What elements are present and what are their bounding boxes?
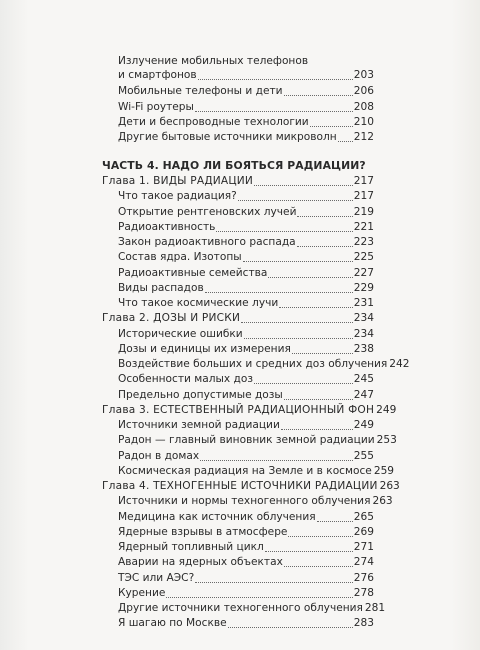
toc-entry-title: Радиоактивность: [118, 221, 216, 233]
toc-page-number: 234: [353, 312, 374, 324]
toc-entry: [118, 555, 374, 569]
toc-chapter-title: Глава 4. ТЕХНОГЕННЫЕ ИСТОЧНИКИ РАДИАЦИИ: [102, 480, 378, 492]
toc-entry-page: 203: [353, 69, 374, 81]
toc-page-number: 229: [353, 282, 374, 294]
toc-entry-title: Медицина как источник облучения: [118, 511, 316, 523]
toc-page-number: 238: [353, 343, 374, 355]
toc-entry-page: 210: [353, 116, 374, 128]
toc-entry-title: Открытие рентгеновских лучей: [118, 206, 297, 218]
toc-page-number: 219: [353, 206, 374, 218]
toc-entry: [118, 266, 374, 280]
toc-entry-title: Что такое космические лучи: [118, 297, 279, 309]
toc-chapter-title: Глава 1. ВИДЫ РАДИАЦИИ: [102, 175, 254, 187]
toc-page-number: 227: [353, 267, 374, 279]
toc-page-number: 283: [353, 617, 374, 629]
toc-page-number: 271: [353, 541, 374, 553]
toc-entry: [118, 525, 374, 539]
toc-entry: [118, 586, 374, 600]
toc-entry: [118, 189, 374, 203]
toc-entry-title: Радиоактивные семейства: [118, 267, 268, 279]
toc-entry: [118, 68, 374, 82]
toc-page-number: 223: [353, 236, 374, 248]
toc-page-number: 276: [353, 572, 374, 584]
toc-entry-title: Особенности малых доз: [118, 373, 253, 385]
toc-entry: [118, 571, 374, 585]
toc-page-number: 217: [353, 190, 374, 202]
toc-entry-title: Мобильные телефоны и дети: [118, 85, 283, 97]
toc-entry-title: Ядерные взрывы в атмосфере: [118, 526, 288, 538]
toc-entry: [118, 418, 374, 432]
toc-entry: [118, 250, 374, 264]
toc-entry: [118, 388, 374, 402]
toc-entry: [118, 327, 374, 341]
toc-page-number: 255: [353, 450, 374, 462]
toc-entry-title: Источники земной радиации: [118, 419, 280, 431]
toc-page-number: 263: [379, 480, 400, 492]
toc-page-number: 253: [376, 434, 397, 446]
toc-entry-title: Другие бытовые источники микроволн: [118, 131, 337, 143]
toc-entry: [118, 205, 374, 219]
toc-entry-title: Предельно допустимые дозы: [118, 389, 283, 401]
toc-entry-title: Курение: [118, 587, 166, 599]
toc-entry: [118, 54, 374, 68]
toc-page-number: 231: [353, 297, 374, 309]
toc-entry-title: Воздействие больших и средних доз облучения: [118, 358, 388, 370]
toc-entry-title: Ядерный топливный цикл: [118, 541, 264, 553]
toc-entry-title: Состав ядра. Изотопы: [118, 251, 242, 263]
toc-page-number: 217: [353, 175, 374, 187]
toc-entry-page: 206: [353, 85, 374, 97]
toc-entry: [118, 342, 374, 356]
toc-entry: [118, 449, 374, 463]
toc-entry-title: Аварии на ядерных объектах: [118, 556, 283, 568]
toc-entry-title: Что такое радиация?: [118, 190, 237, 202]
toc-entry-title: Дети и беспроводные технологии: [118, 116, 309, 128]
part-heading: ЧАСТЬ 4. НАДО ЛИ БОЯТЬСЯ РАДИАЦИИ?: [102, 159, 366, 172]
toc-entry-title: ТЭС или АЭС?: [118, 572, 195, 584]
toc-entry: [118, 296, 374, 310]
toc-entry: [118, 616, 374, 630]
toc-entry: [118, 281, 374, 295]
toc-chapter: [102, 403, 397, 417]
toc-entry-title: Излучение мобильных телефонов: [118, 55, 309, 67]
toc-entry: [118, 100, 374, 114]
toc-page-number: 225: [353, 251, 374, 263]
toc-page-number: 265: [353, 511, 374, 523]
toc-entry-title: Дозы и единицы их измерения: [118, 343, 291, 355]
toc-entry-page: 212: [353, 131, 374, 143]
toc-entry: [118, 220, 374, 234]
toc-entry: [118, 357, 410, 371]
toc-chapter: [102, 479, 400, 493]
toc-page-number: 269: [353, 526, 374, 538]
toc-page-number: 234: [353, 328, 374, 340]
toc-page-number: 249: [376, 404, 397, 416]
toc-page-number: 263: [372, 495, 393, 507]
toc-page-number: 259: [373, 465, 395, 477]
toc-entry: [118, 130, 374, 144]
toc-page-number: 242: [389, 358, 410, 370]
toc-entry-title: Исторические ошибки: [118, 328, 243, 340]
toc-entry: [118, 235, 374, 249]
toc-entry: [118, 464, 395, 478]
toc-entry-title: Другие источники техногенного облучения: [118, 602, 363, 614]
toc-entry-title: Wi-Fi роутеры: [118, 101, 194, 113]
toc-entry: [118, 601, 386, 615]
toc-entry: [118, 510, 374, 524]
toc-page-number: 221: [353, 221, 374, 233]
toc-entry-title: Источники и нормы техногенного облучения: [118, 495, 371, 507]
toc-entry: [118, 84, 374, 98]
toc-entry-title: Виды распадов: [118, 282, 204, 294]
toc-page-number: 245: [353, 373, 374, 385]
toc-chapter: [102, 174, 374, 188]
toc-chapter: [102, 311, 374, 325]
toc-entry: [118, 115, 374, 129]
toc-entry: [118, 372, 374, 386]
toc-entry: [118, 494, 393, 508]
toc-page-number: 281: [364, 602, 386, 614]
toc-chapter-title: Глава 2. ДОЗЫ И РИСКИ: [102, 312, 241, 324]
toc-entry-title: Закон радиоактивного распада: [118, 236, 296, 248]
toc-page-number: 274: [353, 556, 374, 568]
toc-entry-title: Космическая радиация на Земле и в космосе: [118, 465, 372, 477]
toc-entry-title: Радон — главный виновник земной радиации: [118, 434, 375, 446]
toc-chapter-title: Глава 3. ЕСТЕСТВЕННЫЙ РАДИАЦИОННЫЙ ФОН: [102, 404, 375, 416]
toc-entry: [118, 433, 397, 447]
toc-page-number: 249: [353, 419, 374, 431]
toc-page-number: 247: [353, 389, 374, 401]
toc-entry-title: Я шагаю по Москве: [118, 617, 227, 629]
toc-entry-page: 208: [353, 101, 374, 113]
toc-entry: [118, 540, 374, 554]
toc-entry-title: и смартфонов: [118, 69, 197, 81]
toc-page-number: 278: [353, 587, 374, 599]
toc-entry-title: Радон в домах: [118, 450, 200, 462]
